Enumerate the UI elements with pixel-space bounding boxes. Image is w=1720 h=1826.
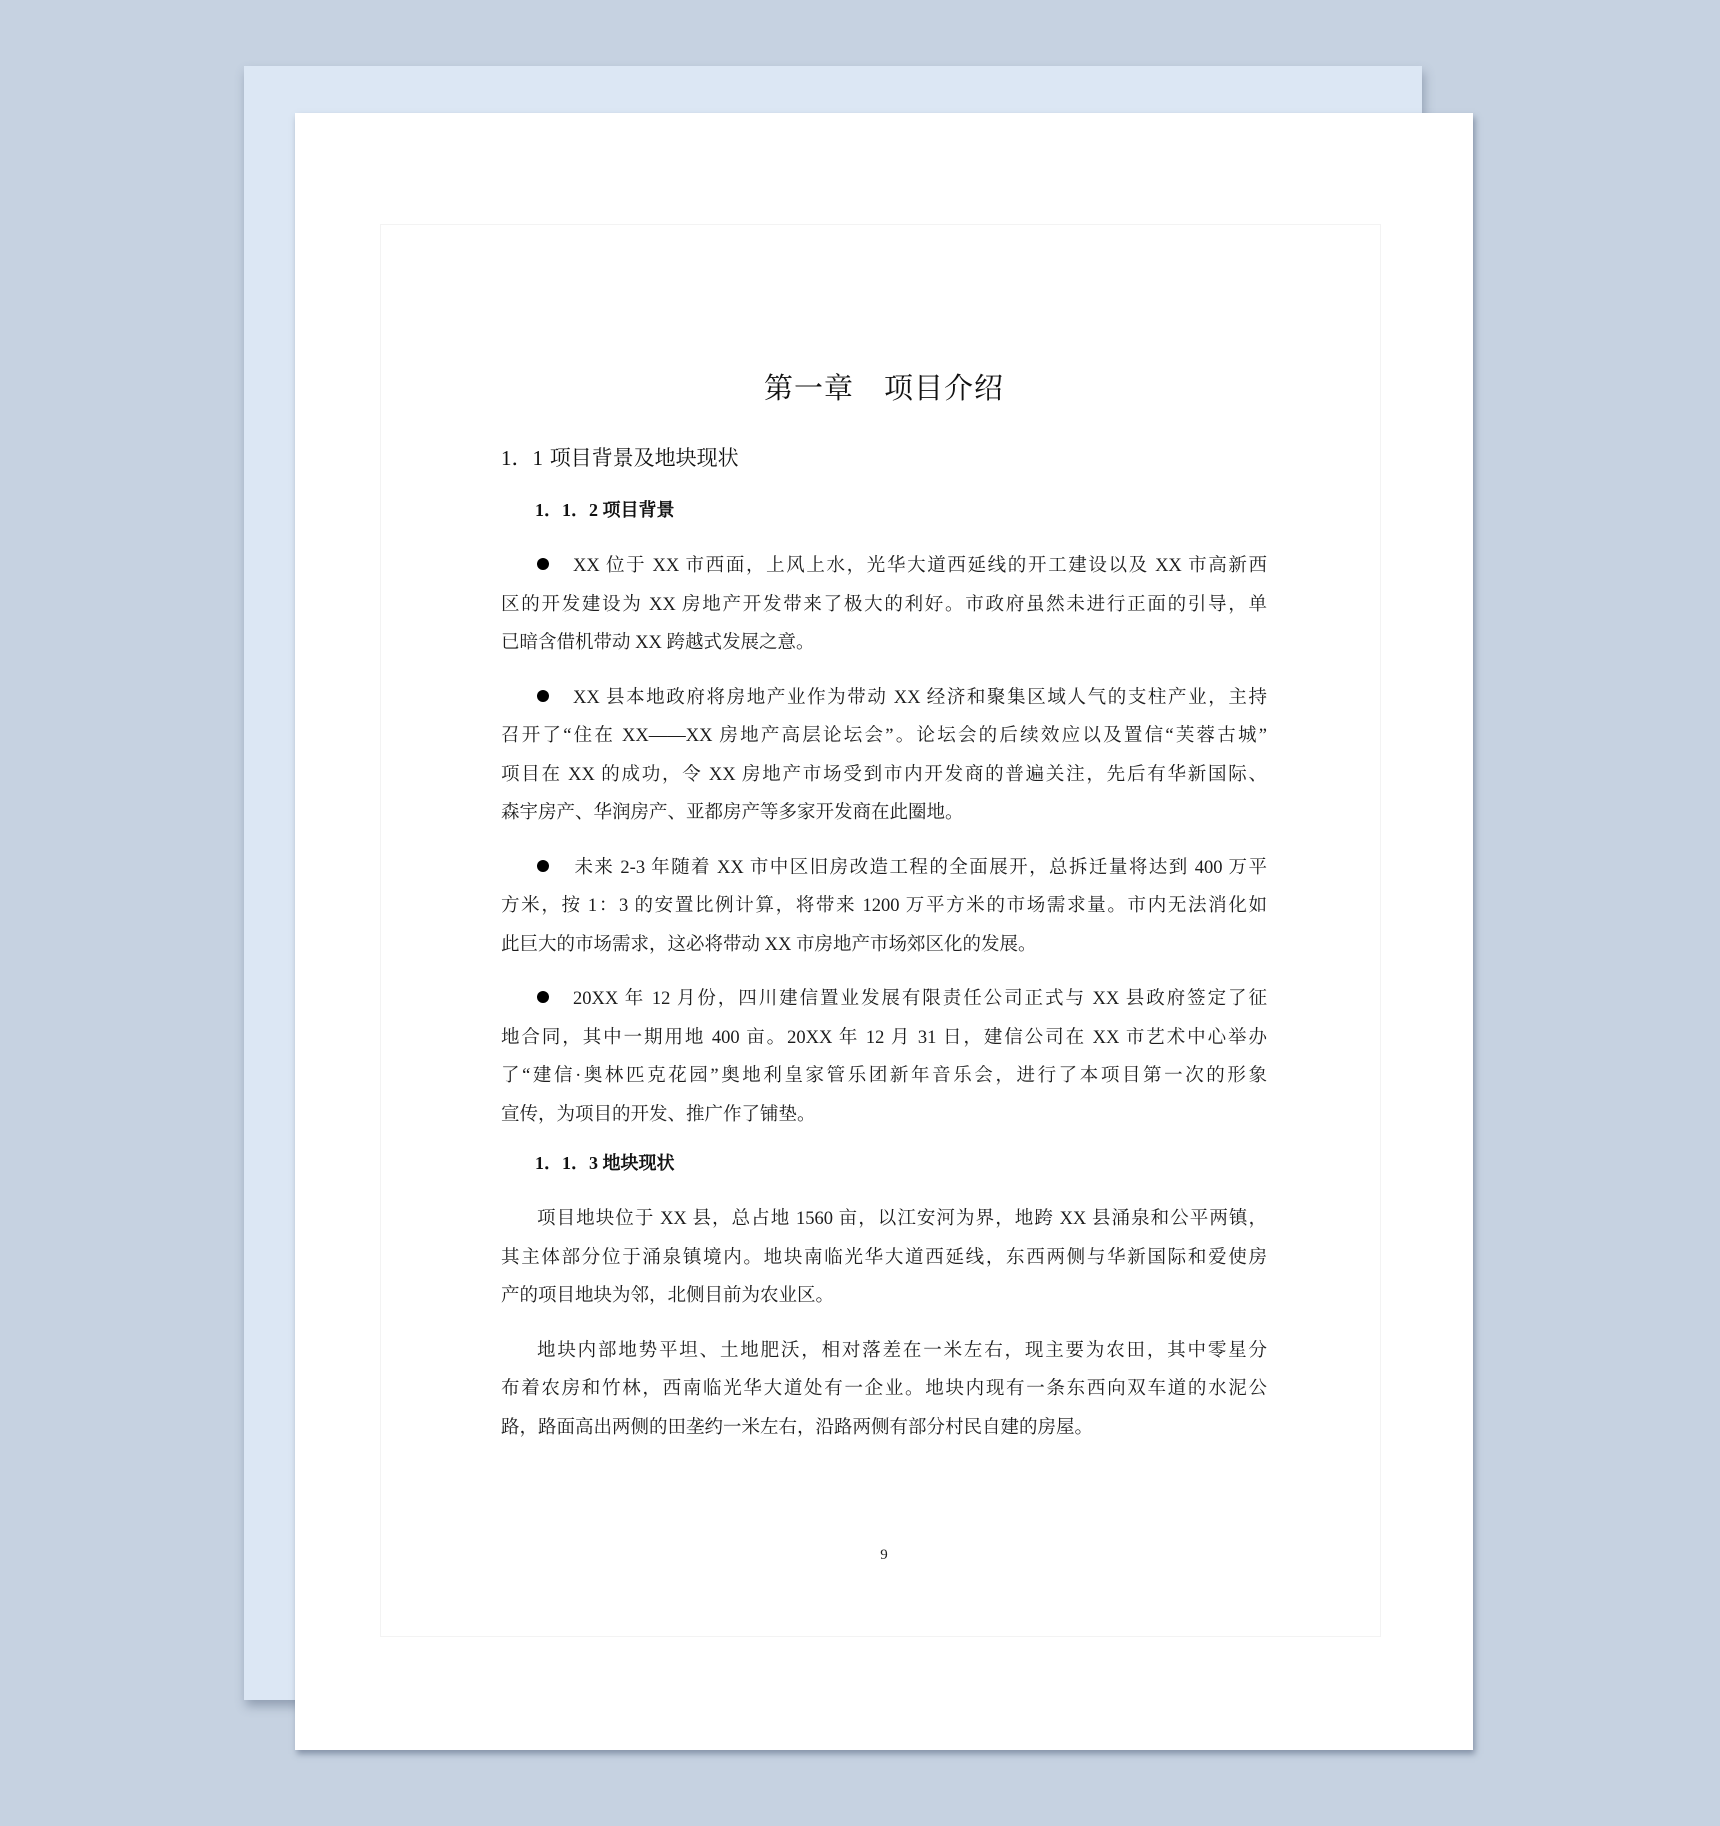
bullet-paragraph bbox=[501, 849, 1267, 965]
subsection-heading-background: 1．1．2 项目背景 bbox=[535, 500, 675, 520]
paragraph-line: 地块内部地势平坦、土地肥沃，相对落差在一米左右，现主要为农田，其中零星分 bbox=[537, 1340, 1267, 1361]
paragraph-line: 路，路面高出两侧的田垄约一米左右，沿路两侧有部分村民自建的房屋。 bbox=[501, 1417, 1094, 1438]
paragraph-line: 未来 2-3 年随着 XX 市中区旧房改造工程的全面展开，总拆迁量将达到 400 万平 bbox=[501, 849, 1267, 888]
body-paragraph bbox=[501, 1332, 1267, 1448]
body-paragraph bbox=[501, 1200, 1267, 1316]
page-content bbox=[501, 443, 1267, 1463]
paragraph-line: 产的项目地块为邻，北侧目前为农业区。 bbox=[501, 1286, 835, 1306]
section-heading bbox=[501, 443, 1267, 473]
bullet-icon bbox=[537, 558, 549, 570]
paragraph-line: 其主体部分位于涌泉镇境内。地块南临光华大道西延线，东西两侧与华新国际和爱使房 bbox=[501, 1247, 1267, 1268]
paragraph-line: 了“建信·奥林匹克花园”奥地利皇家管乐团新年音乐会，进行了本项目第一次的形象 bbox=[501, 1066, 1267, 1086]
paragraph-line: 项目在 XX 的成功，令 XX 房地产市场受到市内开发商的普遍关注，先后有华新国际、 bbox=[501, 764, 1267, 785]
paragraph-line: XX 位于 XX 市西面，上风上水，光华大道西延线的开工建设以及 XX 市高新西 bbox=[501, 547, 1267, 586]
paragraph-line: 此巨大的市场需求，这必将带动 XX 市房地产市场郊区化的发展。 bbox=[501, 934, 1037, 955]
bullet-paragraph bbox=[501, 980, 1267, 1134]
bullet-icon bbox=[537, 991, 549, 1003]
paragraph-line: XX 县本地政府将房地产业作为带动 XX 经济和聚集区域人气的支柱产业，主持 bbox=[501, 679, 1267, 718]
section-title: 项目背景及地块现状 bbox=[549, 446, 739, 470]
paragraph-line: 召开了“住在 XX——XX 房地产高层论坛会”。论坛会的后续效应以及置信“芙蓉古城” bbox=[501, 726, 1267, 746]
paragraph-line: 地合同，其中一期用地 400 亩。20XX 年 12 月 31 日，建信公司在 XX 市艺术中心举办 bbox=[501, 1027, 1267, 1048]
bullet-icon bbox=[537, 860, 549, 872]
section-number: 1．1 bbox=[501, 446, 543, 470]
page-number: 9 bbox=[880, 1547, 888, 1563]
subsection-heading-site-status: 1．1．3 地块现状 bbox=[535, 1153, 675, 1173]
paragraph-line: 项目地块位于 XX 县，总占地 1560 亩，以江安河为界，地跨 XX 县涌泉和公平两镇， bbox=[537, 1209, 1267, 1229]
paragraph-line: 20XX 年 12 月份，四川建信置业发展有限责任公司正式与 XX 县政府签定了征 bbox=[501, 980, 1267, 1019]
bullet-icon bbox=[537, 690, 549, 702]
paragraph-line: 宣传，为项目的开发、推广作了铺垫。 bbox=[501, 1104, 816, 1125]
paragraph-line: 区的开发建设为 XX 房地产开发带来了极大的利好。市政府虽然未进行正面的引导，单 bbox=[501, 594, 1267, 615]
chapter-title: 第一章 项目介绍 bbox=[763, 371, 1004, 405]
document-page bbox=[295, 113, 1473, 1750]
paragraph-line: 森宇房产、华润房产、亚都房产等多家开发商在此圈地。 bbox=[501, 803, 964, 823]
bullet-paragraph bbox=[501, 547, 1267, 663]
paragraph-line: 布着农房和竹林，西南临光华大道处有一企业。地块内现有一条东西向双车道的水泥公 bbox=[501, 1379, 1267, 1399]
bullet-paragraph bbox=[501, 679, 1267, 833]
paragraph-line: 方米，按 1：3 的安置比例计算，将带来 1200 万平方米的市场需求量。市内无法消化如 bbox=[501, 896, 1267, 916]
paragraph-line: 已暗含借机带动 XX 跨越式发展之意。 bbox=[501, 633, 815, 653]
